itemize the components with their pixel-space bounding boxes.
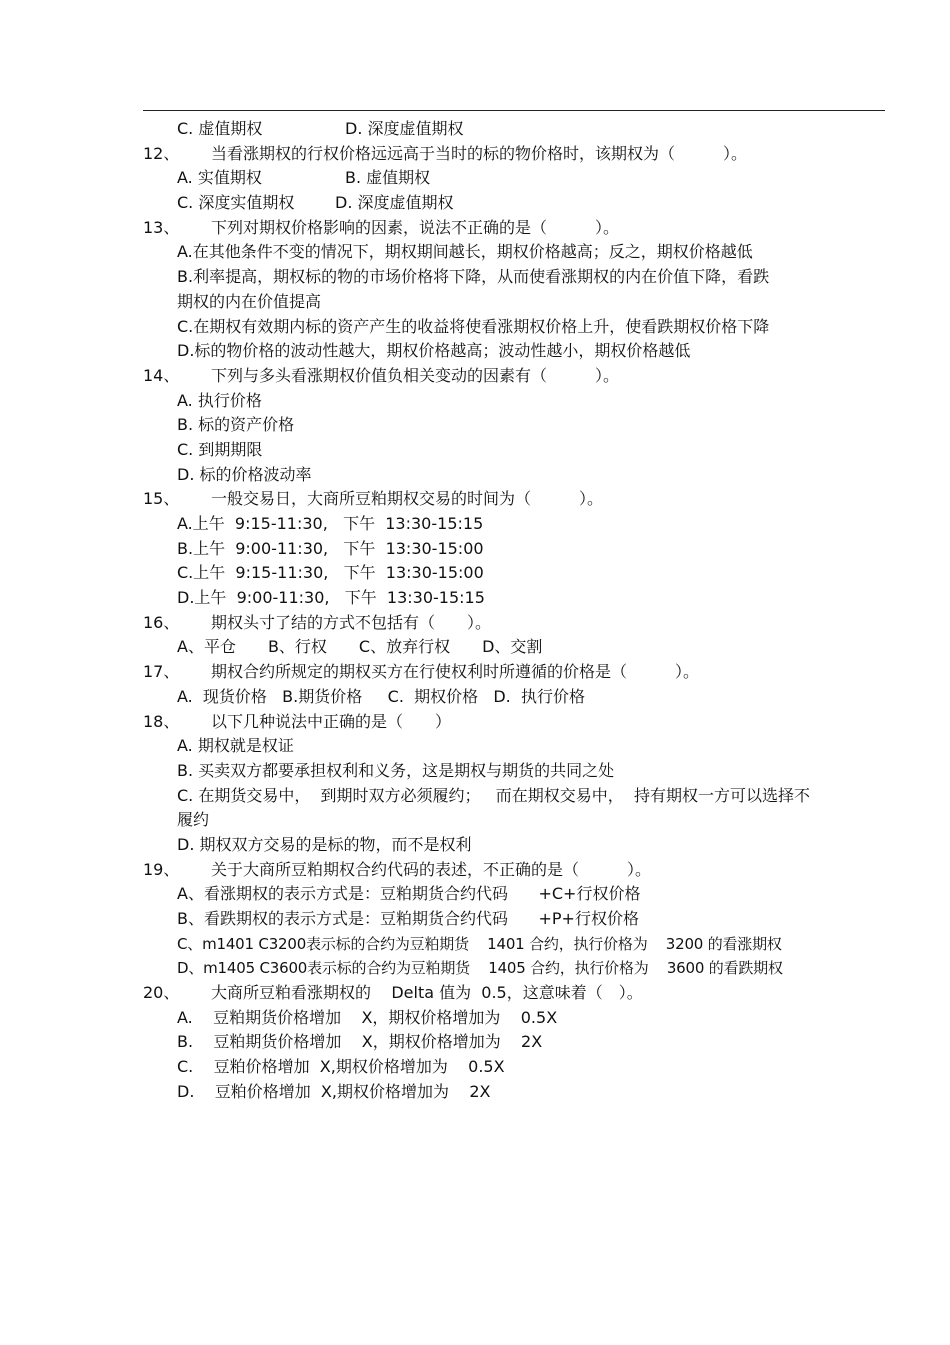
option-line	[0, 463, 950, 488]
question-text: 期权头寸了结的方式不包括有（ ）。	[211, 612, 492, 632]
option-line	[0, 389, 950, 414]
option-line	[0, 956, 950, 981]
option-line	[0, 339, 950, 364]
option-line	[0, 438, 950, 463]
option-text: 期权的内在价值提高	[177, 291, 322, 311]
option-line	[0, 512, 950, 537]
question-line	[0, 611, 950, 636]
option-text: A. 实值期权	[177, 168, 262, 188]
question-number: 16、	[143, 612, 180, 632]
option-text: C.在期权有效期内标的资产产生的收益将使看涨期权价格上升，使看跌期权价格下降	[177, 316, 770, 336]
question-number: 17、	[143, 662, 180, 682]
option-line	[0, 734, 950, 759]
option-text: B. 买卖双方都要承担权利和义务，这是期权与期货的共同之处	[177, 760, 615, 780]
question-text: 大商所豆粕看涨期权的 Delta 值为 0.5，这意味着（ ）。	[211, 983, 643, 1003]
option-text: 履约	[177, 810, 210, 830]
option-text: A. 现货价格 B.期货价格 C. 期权价格 D. 执行价格	[177, 686, 585, 706]
option-line	[0, 561, 950, 586]
option-text: D.标的物价格的波动性越大，期权价格越高；波动性越小，期权价格越低	[177, 341, 691, 361]
question-number: 18、	[143, 711, 180, 731]
question-text: 下列与多头看涨期权价值负相关变动的因素有（ ）。	[211, 365, 620, 385]
option-line	[0, 265, 950, 290]
question-number: 19、	[143, 859, 180, 879]
option-text: A.上午 9:15-11:30, 下午 13:30-15:15	[177, 514, 484, 533]
option-line	[0, 932, 950, 957]
option-line	[0, 1055, 950, 1080]
question-number: 12、	[143, 143, 180, 163]
option-line	[0, 1006, 950, 1031]
question-text: 以下几种说法中正确的是（ ）	[211, 711, 452, 731]
option-line	[0, 808, 950, 833]
question-text: 期权合约所规定的期权买方在行使权利时所遵循的价格是（ ）。	[211, 662, 700, 682]
question-line	[0, 981, 950, 1006]
option-line	[0, 240, 950, 265]
option-text: D. 豆粕价格增加 X,期权价格增加为 2X	[177, 1081, 491, 1101]
option-text: A、看涨期权的表示方式是：豆粕期货合约代码 +C+行权价格	[177, 884, 641, 904]
option-text: D. 深度虚值期权	[345, 119, 464, 138]
question-text: 一般交易日，大商所豆粕期权交易的时间为（ ）。	[211, 489, 604, 509]
question-text: 当看涨期权的行权价格远远高于当时的标的物价格时，该期权为（ ）。	[211, 143, 748, 163]
option-text: A. 执行价格	[177, 390, 262, 410]
option-row	[0, 117, 950, 142]
question-line	[0, 216, 950, 241]
option-text: B、看跌期权的表示方式是：豆粕期货合约代码 +P+行权价格	[177, 909, 639, 928]
question-line	[0, 858, 950, 883]
option-text: D、m1405 C3600表示标的合约为豆粕期货 1405 合约，执行价格为 3600 的看跌期权	[177, 959, 783, 978]
question-text: 下列对期权价格影响的因素，说法不正确的是（ ）。	[211, 217, 620, 237]
option-line	[0, 586, 950, 611]
option-text: B.上午 9:00-11:30, 下午 13:30-15:00	[177, 538, 484, 558]
option-text: D. 深度虚值期权	[335, 193, 454, 213]
question-number: 20、	[143, 983, 180, 1003]
question-number: 13、	[143, 217, 180, 237]
option-line	[0, 315, 950, 340]
option-text: C. 豆粕价格增加 X,期权价格增加为 0.5X	[177, 1057, 505, 1077]
option-text: D. 期权双方交易的是标的物，而不是权利	[177, 834, 472, 854]
option-text: B. 豆粕期货价格增加 X，期权价格增加为 2X	[177, 1032, 543, 1052]
option-text: D. 标的价格波动率	[177, 464, 312, 484]
question-line	[0, 660, 950, 685]
question-line	[0, 710, 950, 735]
option-line	[0, 882, 950, 907]
option-row	[0, 191, 950, 216]
option-line	[0, 833, 950, 858]
document-body	[0, 117, 950, 1105]
option-line	[0, 413, 950, 438]
option-line	[0, 907, 950, 932]
option-line	[0, 759, 950, 784]
option-text: B. 标的资产价格	[177, 415, 295, 435]
question-text: 关于大商所豆粕期权合约代码的表述，不正确的是（ ）。	[211, 859, 652, 879]
option-line	[0, 784, 950, 809]
question-line	[0, 487, 950, 512]
option-text: D.上午 9:00-11:30, 下午 13:30-15:15	[177, 588, 485, 608]
option-row	[0, 166, 950, 191]
option-text: C. 虚值期权	[177, 119, 263, 138]
option-line	[0, 685, 950, 710]
question-number: 14、	[143, 365, 180, 385]
option-line	[0, 1080, 950, 1105]
option-text: C. 深度实值期权	[177, 193, 295, 213]
option-text: A. 豆粕期货价格增加 X，期权价格增加为 0.5X	[177, 1007, 558, 1027]
question-number: 15、	[143, 489, 180, 509]
option-text: C、m1401 C3200表示标的合约为豆粕期货 1401 合约，执行价格为 3200 的看涨期权	[177, 934, 782, 953]
option-line	[0, 1030, 950, 1055]
header-rule	[143, 110, 885, 111]
question-line	[0, 142, 950, 167]
option-line	[0, 635, 950, 660]
option-text: C.上午 9:15-11:30, 下午 13:30-15:00	[177, 563, 484, 583]
option-text: A.在其他条件不变的情况下，期权期间越长，期权价格越高；反之，期权价格越低	[177, 242, 753, 262]
option-line	[0, 290, 950, 315]
option-text: C. 在期货交易中， 到期时双方必须履约； 而在期权交易中， 持有期权一方可以选择不	[177, 785, 810, 805]
option-text: A、平仓 B、行权 C、放弃行权 D、交割	[177, 637, 543, 657]
option-text: C. 到期期限	[177, 439, 263, 459]
option-text: A. 期权就是权证	[177, 736, 294, 756]
option-text: B. 虚值期权	[345, 168, 431, 188]
question-line	[0, 364, 950, 389]
option-line	[0, 537, 950, 562]
option-text: B.利率提高，期权标的物的市场价格将下降，从而使看涨期权的内在价值下降，看跌	[177, 267, 770, 287]
